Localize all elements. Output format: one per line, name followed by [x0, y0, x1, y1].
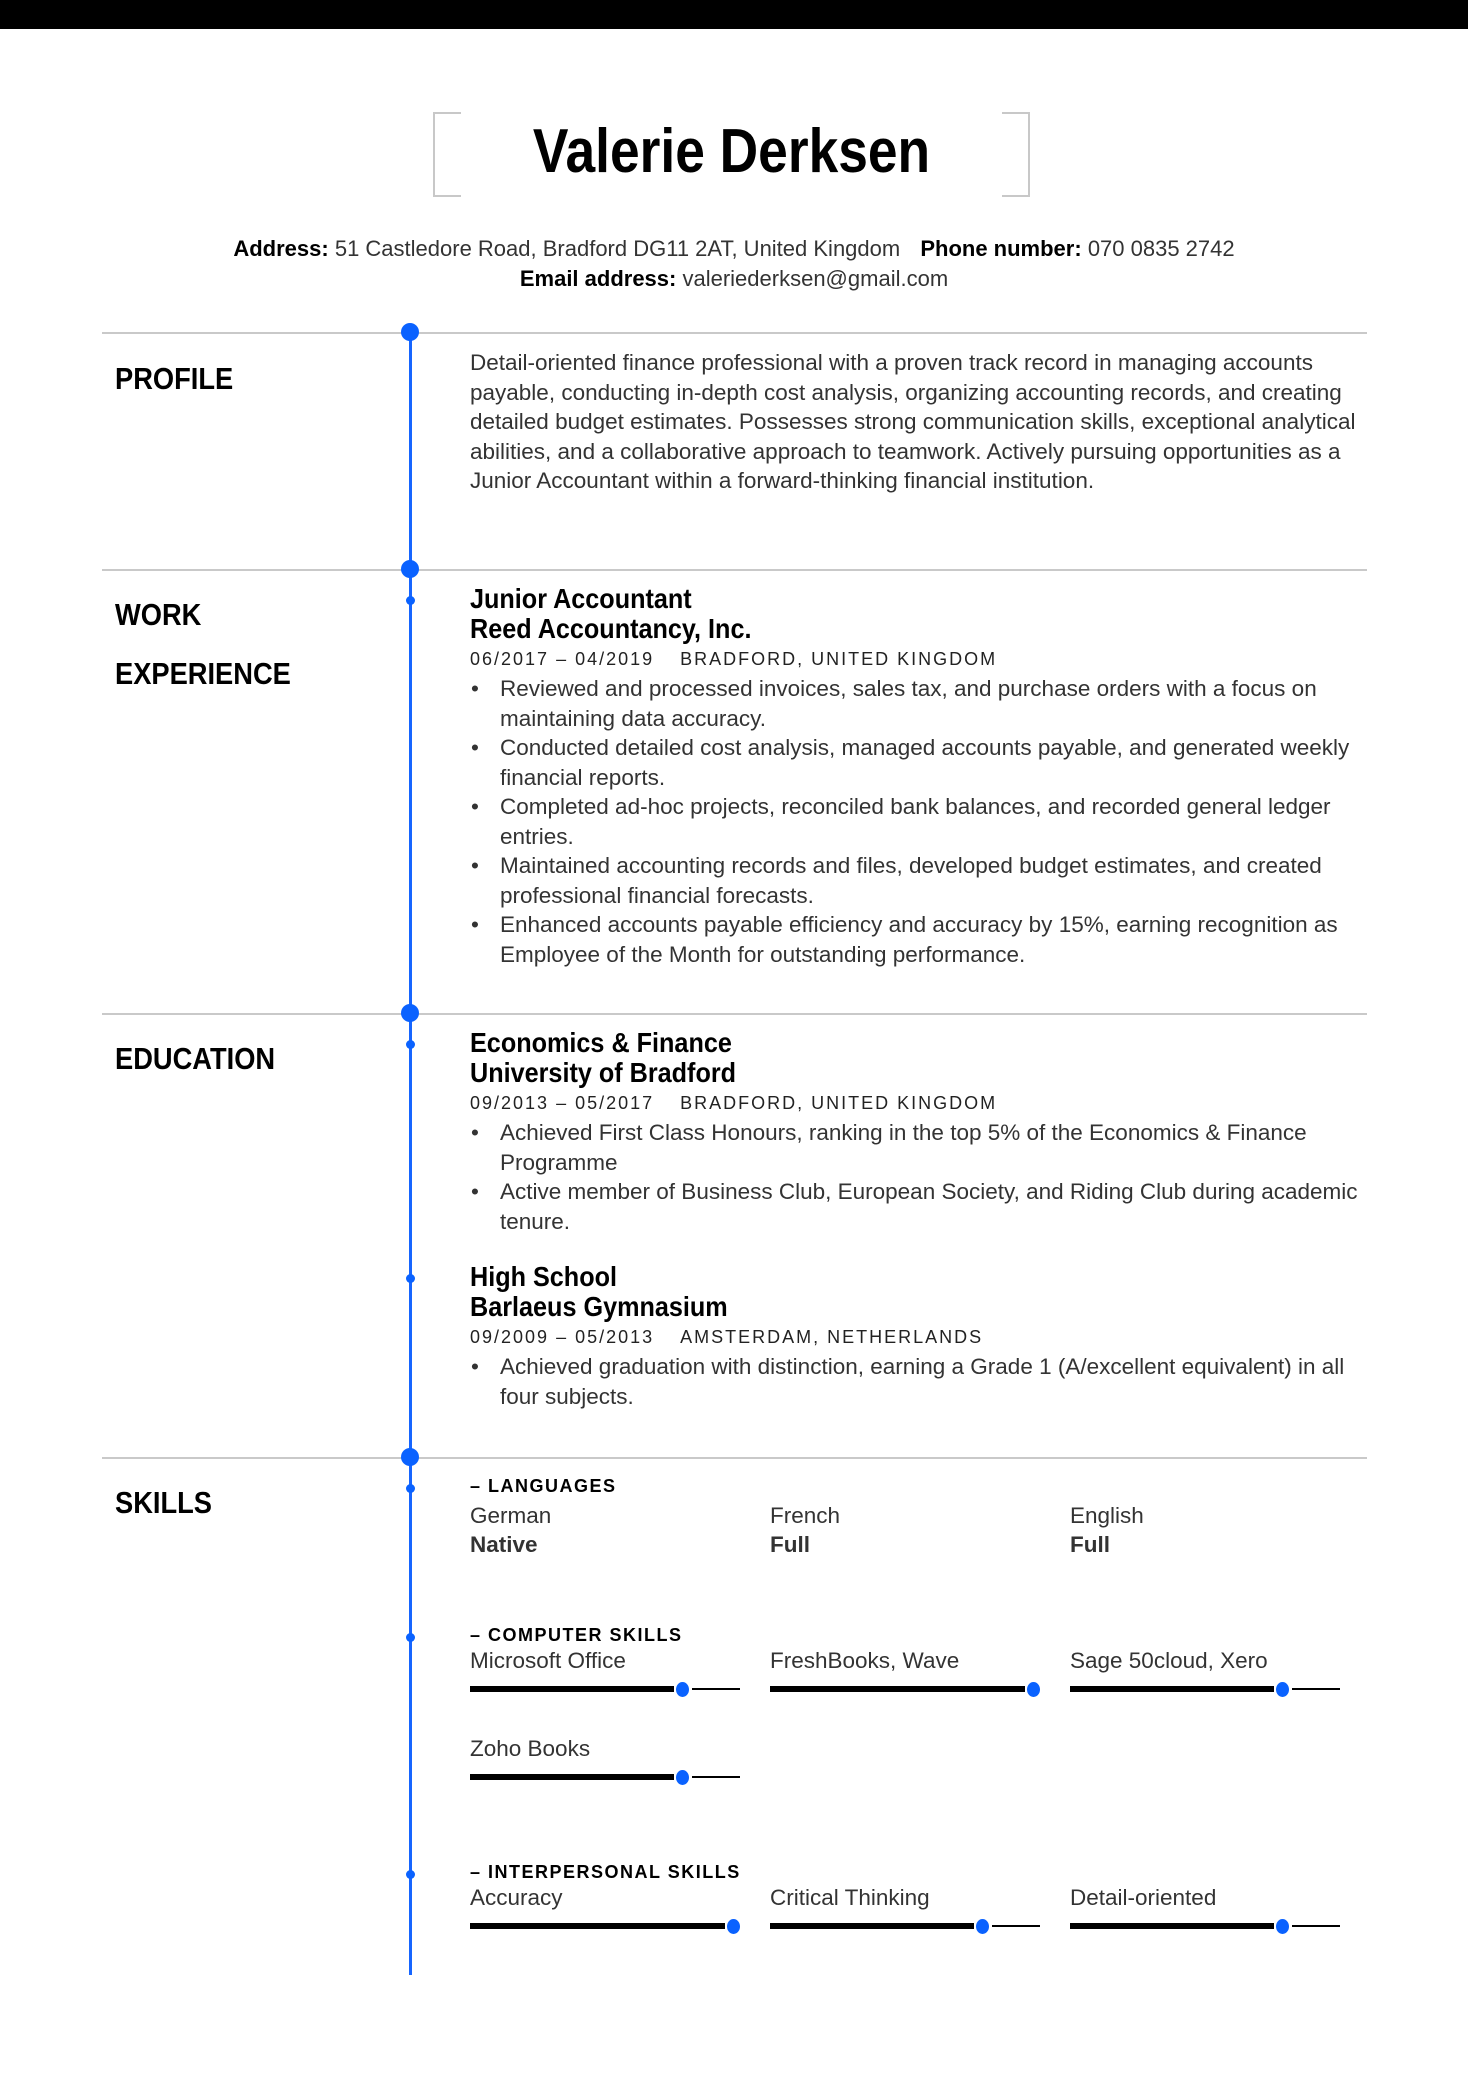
skill-level-knob [676, 1682, 689, 1697]
education-bullet: • Achieved graduation with distinction, earning a Grade 1 (A/excellent equivalent) in all four subjects. [500, 1352, 1370, 1411]
languages-label: – LANGUAGES [470, 1476, 617, 1496]
top-bar [0, 0, 1468, 29]
timeline-small-dot [406, 1040, 415, 1049]
school: Barlaeus Gymnasium [470, 1291, 728, 1322]
candidate-name: Valerie Derksen [532, 117, 931, 186]
languages-group [470, 1476, 1370, 1559]
education-bullet: • Active member of Business Club, European Society, and Riding Club during academic tenure. [500, 1177, 1370, 1236]
section-title-education: EDUCATION [115, 1041, 276, 1076]
skill-name: Sage 50cloud, Xero [1070, 1648, 1268, 1673]
language-level: Full [770, 1532, 810, 1557]
skill-row [470, 1883, 1370, 1971]
skill-bar-remainder [692, 1776, 740, 1778]
computer-skills-group [470, 1625, 1370, 1822]
language-name: German [470, 1503, 552, 1528]
timeline-dot [401, 1004, 419, 1022]
timeline-small-dot [406, 1633, 415, 1642]
job-title: Junior Accountant [470, 583, 692, 614]
education-bullets [470, 1118, 1370, 1236]
job-bullet: • Reviewed and processed invoices, sales tax, and purchase orders with a focus on maintaining data accuracy. [500, 674, 1370, 733]
profile-summary: Detail-oriented finance professional with a proven track record in managing accounts payable, conducting in-depth cost analysis, organizing accounting records, and creating detailed budget estimates. Possesses strong communication skills, exceptional analytical abilities, and a collaborative approach to teamwork. Actively pursuing opportunities as a Junior Accountant within a forward-thinking financial institution. [470, 350, 1356, 493]
skill-item [470, 1883, 770, 1971]
job-company: Reed Accountancy, Inc. [470, 613, 752, 644]
section-title-skills: SKILLS [115, 1485, 213, 1520]
language-item [770, 1501, 1070, 1559]
skill-level-bar [770, 1916, 1040, 1936]
skill-level-knob [1027, 1682, 1040, 1697]
skill-level-knob [1276, 1919, 1289, 1934]
skill-level-knob [1276, 1682, 1289, 1697]
section-title-work-line1: WORK [115, 597, 202, 632]
language-level: Native [470, 1532, 538, 1557]
skill-level-knob [976, 1919, 989, 1934]
skill-bar-fill [770, 1923, 974, 1929]
timeline-small-dot [406, 1484, 415, 1493]
skill-bar-fill [470, 1686, 674, 1692]
timeline-small-dot [406, 1870, 415, 1879]
skill-level-bar [470, 1916, 740, 1936]
skill-level-bar [770, 1679, 1040, 1699]
degree: High School [470, 1261, 617, 1292]
job-entry [470, 584, 1370, 969]
education-dates: 09/2009 – 05/2013 [470, 1327, 655, 1347]
skill-item [470, 1646, 770, 1734]
language-item [470, 1501, 770, 1559]
skill-name: Microsoft Office [470, 1648, 626, 1673]
interpersonal-skills-group [470, 1862, 1370, 1971]
timeline-dot [401, 1448, 419, 1466]
languages-row [470, 1501, 1370, 1559]
skill-level-bar [470, 1679, 740, 1699]
phone-value: 070 0835 2742 [1087, 236, 1235, 261]
language-name: French [770, 1503, 841, 1528]
skill-name: Accuracy [470, 1885, 563, 1910]
divider [102, 332, 1367, 334]
job-meta [470, 644, 1370, 674]
timeline-small-dot [406, 596, 415, 605]
education-meta [470, 1088, 1370, 1118]
skill-bar-remainder [692, 1688, 740, 1690]
skill-row [470, 1734, 1370, 1822]
phone-label: Phone number: [920, 236, 1082, 261]
job-bullet: • Maintained accounting records and files, developed budget estimates, and created professional financial forecasts. [500, 851, 1370, 910]
education-location: AMSTERDAM, NETHERLANDS [680, 1327, 984, 1347]
skill-item [1070, 1883, 1370, 1971]
divider [102, 1457, 1367, 1459]
skill-level-knob [676, 1770, 689, 1785]
skill-item [770, 1646, 1070, 1734]
job-bullet: • Enhanced accounts payable efficiency and accuracy by 15%, earning recognition as Employee of the Month for outstanding performance. [500, 910, 1370, 969]
skill-level-knob [727, 1919, 740, 1934]
job-dates: 06/2017 – 04/2019 [470, 649, 655, 669]
contact-line-2 [0, 266, 1468, 292]
skill-bar-fill [470, 1774, 674, 1780]
timeline-small-dot [406, 1274, 415, 1283]
degree: Economics & Finance [470, 1027, 732, 1058]
skill-bar-remainder [992, 1925, 1040, 1927]
education-meta [470, 1322, 1370, 1352]
skill-level-bar [1070, 1916, 1340, 1936]
skill-item [1070, 1646, 1370, 1734]
section-title-profile: PROFILE [115, 361, 234, 396]
email-label: Email address: [519, 266, 677, 291]
timeline-dot [401, 323, 419, 341]
job-bullets [470, 674, 1370, 969]
language-item [1070, 1501, 1370, 1559]
address-label: Address: [233, 236, 329, 261]
skill-bar-fill [470, 1923, 725, 1929]
divider [102, 569, 1367, 571]
skill-row [470, 1646, 1370, 1734]
skill-item [470, 1734, 770, 1822]
education-bullets [470, 1352, 1370, 1411]
skill-name: Zoho Books [470, 1736, 591, 1761]
skill-bar-remainder [1292, 1925, 1340, 1927]
right-bracket [1002, 112, 1030, 197]
education-location: BRADFORD, UNITED KINGDOM [680, 1093, 998, 1113]
job-location: BRADFORD, UNITED KINGDOM [680, 649, 998, 669]
address-value: 51 Castledore Road, Bradford DG11 2AT, United Kingdom [334, 236, 901, 261]
timeline-dot [401, 560, 419, 578]
skill-name: Detail-oriented [1070, 1885, 1217, 1910]
school: University of Bradford [470, 1057, 737, 1088]
education-entry [470, 1028, 1370, 1236]
skill-bar-fill [770, 1686, 1025, 1692]
timeline-line [409, 332, 412, 1975]
language-level: Full [1070, 1532, 1110, 1557]
language-name: English [1070, 1503, 1144, 1528]
computer-skills-label: – COMPUTER SKILLS [470, 1625, 683, 1645]
education-entry [470, 1262, 1370, 1411]
skill-name: Critical Thinking [770, 1885, 930, 1910]
divider [102, 1013, 1367, 1015]
email-value[interactable]: valeriederksen@gmail.com [682, 266, 949, 291]
skill-level-bar [1070, 1679, 1340, 1699]
section-title-work [115, 585, 291, 703]
left-bracket [433, 112, 461, 197]
job-bullet: • Conducted detailed cost analysis, managed accounts payable, and generated weekly financial reports. [500, 733, 1370, 792]
education-dates: 09/2013 – 05/2017 [470, 1093, 655, 1113]
interpersonal-skills-label: – INTERPERSONAL SKILLS [470, 1862, 741, 1882]
education-bullet: • Achieved First Class Honours, ranking in the top 5% of the Economics & Finance Programme [500, 1118, 1370, 1177]
job-bullet: • Completed ad-hoc projects, reconciled bank balances, and recorded general ledger entries. [500, 792, 1370, 851]
contact-line-1 [0, 236, 1468, 262]
skill-name: FreshBooks, Wave [770, 1648, 960, 1673]
section-title-work-line2: EXPERIENCE [115, 656, 291, 691]
name-header [433, 112, 1030, 195]
skill-level-bar [470, 1767, 740, 1787]
skill-bar-fill [1070, 1923, 1274, 1929]
skill-bar-fill [1070, 1686, 1274, 1692]
skill-item [770, 1883, 1070, 1971]
skill-bar-remainder [1292, 1688, 1340, 1690]
